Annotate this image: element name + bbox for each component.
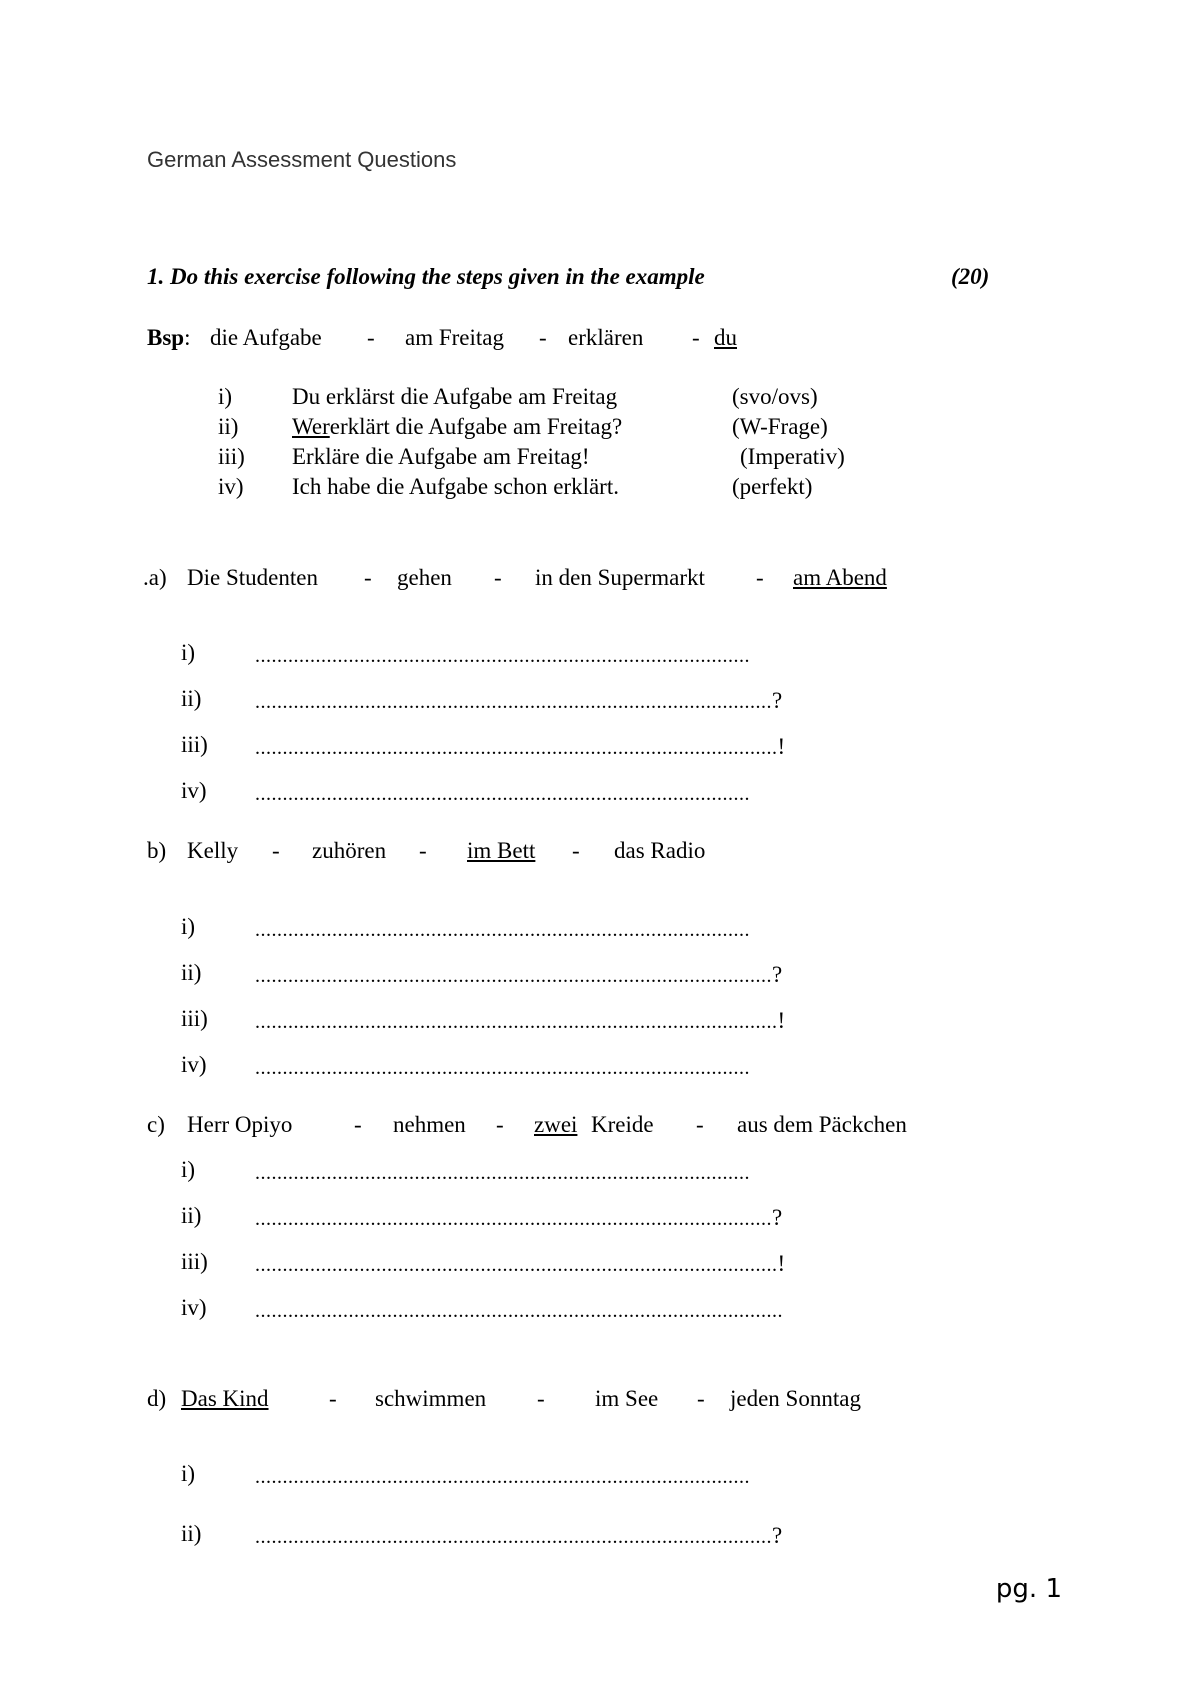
answer-dots: ...............................................................................................: [255, 1254, 778, 1276]
example-row-type: (perfekt): [732, 474, 813, 499]
answer-end-punctuation: !: [777, 1008, 786, 1033]
example-part-6: -: [692, 325, 700, 350]
answer-dotted-line[interactable]: [255, 1008, 786, 1034]
answer-end-punctuation: ?: [772, 1523, 783, 1548]
example-row-type: (svo/ovs): [732, 384, 818, 409]
answer-dotted-line[interactable]: [255, 962, 783, 988]
answer-dotted-line[interactable]: [255, 688, 783, 714]
answer-dots: ...............................................................................................: [255, 737, 778, 759]
example-colon: :: [184, 325, 191, 350]
example-row-sentence: [292, 414, 622, 440]
answer-dotted-line[interactable]: [255, 1054, 750, 1080]
exercise-a-label: .a): [143, 565, 167, 590]
exercise-a-part: -: [494, 565, 502, 590]
answer-line-number: iii): [181, 732, 208, 757]
exercise-b-part: das Radio: [614, 838, 706, 863]
page-number: pg. 1: [995, 1574, 1062, 1604]
example-row-underlined-word: Wer: [292, 414, 330, 439]
example-part-5: erklären: [568, 325, 644, 350]
exercise-b-part: zuhören: [312, 838, 387, 863]
answer-end-punctuation: ?: [772, 1205, 783, 1230]
question-heading: 1. Do this exercise following the steps given in the example: [147, 264, 705, 289]
exercise-a-part: gehen: [397, 565, 452, 590]
exercise-d-label: d): [147, 1386, 167, 1411]
exercise-b-part: -: [419, 838, 427, 863]
answer-dotted-line[interactable]: [255, 1463, 750, 1489]
exercise-d-part: Das Kind: [181, 1386, 269, 1411]
answer-line-number: i): [181, 1157, 196, 1182]
example-line: [147, 325, 190, 351]
exercise-d-part: -: [537, 1386, 545, 1411]
exercise-c-part: -: [354, 1112, 362, 1137]
answer-line-number: ii): [181, 1203, 202, 1228]
example-part-2: -: [367, 325, 375, 350]
example-row-sentence: [292, 444, 590, 470]
answer-dotted-line[interactable]: [255, 1523, 783, 1549]
answer-dots: ..........................................................................................: [255, 1162, 750, 1184]
answer-line-number: ii): [181, 686, 202, 711]
exercise-c-part: -: [696, 1112, 704, 1137]
example-row-sentence: [292, 474, 619, 500]
exercise-a-part: in den Supermarkt: [535, 565, 705, 590]
answer-dots: ..............................................................................................: [255, 1208, 772, 1230]
answer-dotted-line[interactable]: [255, 642, 750, 668]
answer-dots: ..........................................................................................: [255, 1466, 750, 1488]
answer-dotted-line[interactable]: [255, 734, 786, 760]
answer-dotted-line[interactable]: [255, 1251, 786, 1277]
example-row-sentence-text: Ich habe die Aufgabe schon erklärt.: [292, 474, 619, 499]
exercise-d-part: im See: [595, 1386, 659, 1411]
exercise-d-part: jeden Sonntag: [730, 1386, 861, 1411]
exercise-c-part: -: [496, 1112, 504, 1137]
example-row-sentence-text: Du erklärst die Aufgabe am Freitag: [292, 384, 618, 409]
answer-dots: ...............................................................................................: [255, 1011, 778, 1033]
answer-dotted-line[interactable]: [255, 1297, 783, 1323]
exercise-c-part: nehmen: [393, 1112, 466, 1137]
example-row-number: iii): [218, 444, 245, 469]
example-row-sentence-text: erklärt die Aufgabe am Freitag?: [329, 414, 623, 439]
answer-end-punctuation: ?: [772, 962, 783, 987]
answer-dotted-line[interactable]: [255, 1205, 783, 1231]
exercise-b-label: b): [147, 838, 167, 863]
answer-end-punctuation: !: [777, 734, 786, 759]
answer-dots: ..........................................................................................: [255, 783, 750, 805]
exercise-d-part: schwimmen: [375, 1386, 487, 1411]
exercise-c-part: Kreide: [591, 1112, 654, 1137]
answer-line-number: ii): [181, 960, 202, 985]
answer-dots: ..........................................................................................: [255, 919, 750, 941]
answer-dots: ..............................................................................................: [255, 965, 772, 987]
answer-dotted-line[interactable]: [255, 780, 750, 806]
example-label: Bsp: [147, 325, 185, 350]
question-points: (20): [951, 264, 990, 289]
answer-dots: ................................................................................................: [255, 1300, 783, 1322]
example-part-1: die Aufgabe: [210, 325, 322, 350]
exercise-c-part: Herr Opiyo: [187, 1112, 293, 1137]
answer-line-number: i): [181, 640, 196, 665]
example-row-number: ii): [218, 414, 239, 439]
answer-end-punctuation: !: [777, 1251, 786, 1276]
exercise-a-part: am Abend: [793, 565, 887, 590]
exercise-b-part: im Bett: [467, 838, 536, 863]
answer-line-number: i): [181, 914, 196, 939]
exercise-b-part: Kelly: [187, 838, 239, 863]
exercise-d-part: -: [697, 1386, 705, 1411]
example-row-sentence-text: Erkläre die Aufgabe am Freitag!: [292, 444, 590, 469]
example-part-4: -: [539, 325, 547, 350]
example-row-sentence: [292, 384, 617, 410]
answer-end-punctuation: ?: [772, 688, 783, 713]
example-row-number: iv): [218, 474, 244, 499]
answer-dots: ..............................................................................................: [255, 691, 772, 713]
exercise-c-part: zwei: [534, 1112, 578, 1137]
exercise-a-part: -: [756, 565, 764, 590]
exercise-b-part: -: [272, 838, 280, 863]
answer-line-number: i): [181, 1461, 196, 1486]
exercise-b-part: -: [572, 838, 580, 863]
exercise-a-part: -: [364, 565, 372, 590]
answer-line-number: iii): [181, 1249, 208, 1274]
answer-line-number: iii): [181, 1006, 208, 1031]
exercise-a-part: Die Studenten: [187, 565, 318, 590]
example-row-number: i): [218, 384, 233, 409]
exercise-c-label: c): [147, 1112, 165, 1137]
example-row-type: (W-Frage): [732, 414, 828, 439]
answer-line-number: ii): [181, 1521, 202, 1546]
answer-line-number: iv): [181, 1052, 207, 1077]
exercise-d-part: -: [329, 1386, 337, 1411]
answer-line-number: iv): [181, 778, 207, 803]
answer-dotted-line[interactable]: [255, 916, 750, 942]
answer-dotted-line[interactable]: [255, 1159, 750, 1185]
example-underlined-part: du: [714, 325, 737, 350]
answer-line-number: iv): [181, 1295, 207, 1320]
document-title: German Assessment Questions: [147, 147, 457, 172]
answer-dots: ..........................................................................................: [255, 1057, 750, 1079]
example-part-3: am Freitag: [405, 325, 504, 350]
exercise-c-part: aus dem Päckchen: [737, 1112, 907, 1137]
answer-dots: ..............................................................................................: [255, 1526, 772, 1548]
answer-dots: ..........................................................................................: [255, 645, 750, 667]
example-row-type: (Imperativ): [740, 444, 845, 469]
